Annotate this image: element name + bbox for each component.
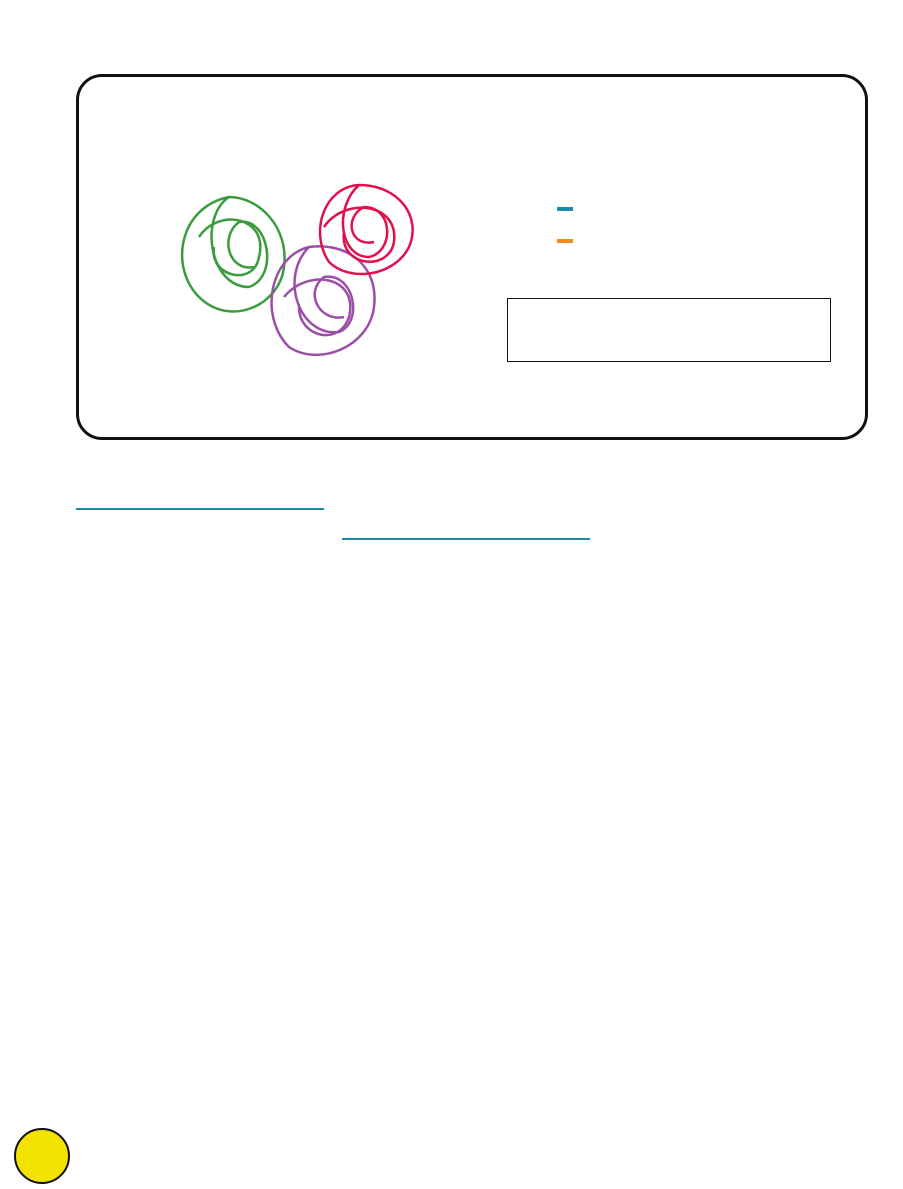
page-number <box>14 1128 70 1184</box>
legend-note <box>507 298 831 362</box>
event-info <box>608 544 858 562</box>
pill-expositions <box>557 239 573 243</box>
column-2 <box>342 508 590 578</box>
event-text <box>342 542 590 560</box>
column-3 <box>608 508 858 562</box>
column-1 <box>76 508 324 566</box>
day-header <box>342 538 590 540</box>
event-text <box>76 530 324 548</box>
instructions-box <box>76 74 868 440</box>
event-info <box>76 548 324 566</box>
event-info <box>76 512 324 530</box>
day-header <box>76 508 324 510</box>
event-text <box>342 560 590 578</box>
event-text <box>608 508 858 526</box>
scribble-decoration-red <box>304 177 424 287</box>
pill-au-jour-le-jour <box>557 207 573 211</box>
event-info <box>608 526 858 544</box>
event-info <box>342 508 590 526</box>
